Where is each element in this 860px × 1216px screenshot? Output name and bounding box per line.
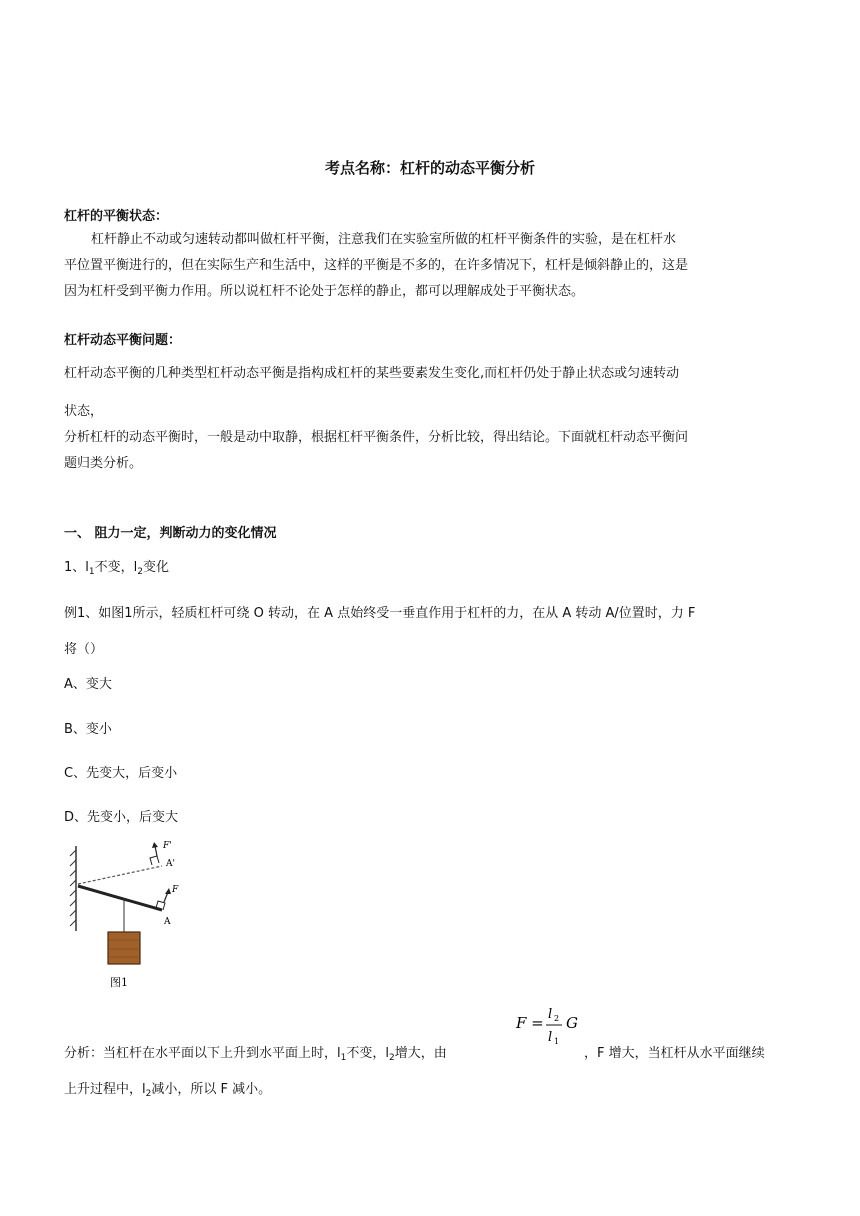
svg-text:1: 1 — [554, 1037, 560, 1046]
right-angle-mark — [150, 856, 159, 865]
paragraph-line: 平位置平衡进行的，但在实际生产和生活中，这样的平衡是不多的，在许多情况下，杠杆是倾斜静止的，这是 — [64, 258, 689, 273]
example-question: 例1、如图1所示，轻质杠杆可绕 O 转动，在 A 点始终受一垂直作用于杠杆的力，在从 A 转动 A/位置时，力 F — [64, 606, 696, 621]
weight-block — [108, 932, 140, 964]
force-arrow-f-prime — [155, 846, 157, 856]
analysis-line: 分析：当杠杆在水平面以下上升到水平面上时，$l_1$不变，$l_2$增大，由 — [64, 1046, 447, 1063]
paragraph-line: 因为杠杆受到平衡力作用。所以说杠杆不论处于怎样的静止，都可以理解成处于平衡状态。 — [64, 284, 585, 299]
figure-caption: 图1 — [110, 976, 128, 989]
option-d: D、先变小，后变大 — [64, 810, 179, 825]
section-heading-balance: 杠杆的平衡状态： — [64, 209, 169, 224]
label-a-prime: A' — [166, 859, 175, 869]
page-title: 考点名称：杠杆的动态平衡分析 — [324, 159, 535, 177]
lever-figure — [64, 836, 194, 996]
lever — [78, 886, 162, 910]
lever-dashed-position — [78, 866, 162, 884]
part-heading: 一、 阻力一定，判断动力的变化情况 — [64, 526, 277, 541]
wall-hatch — [70, 850, 76, 926]
svg-text:2: 2 — [554, 1014, 560, 1023]
formula-image — [514, 1000, 594, 1052]
svg-text:G: G — [566, 1014, 578, 1032]
option-c: C、先变大，后变小 — [64, 766, 178, 781]
paragraph-line: 题归类分析。 — [64, 456, 143, 471]
svg-text:l: l — [548, 1030, 553, 1045]
paragraph-line: 杠杆静止不动或匀速转动都叫做杠杆平衡，注意我们在实验室所做的杠杆平衡条件的实验，是在杠杆水 — [91, 232, 677, 247]
option-b: B、变小 — [64, 722, 112, 737]
example-question: 将（） — [64, 642, 104, 657]
paragraph-line: 状态， — [64, 404, 104, 419]
svg-text:l: l — [548, 1007, 553, 1022]
paragraph-line: 分析杠杆的动态平衡时，一般是动中取静，根据杠杆平衡条件，分析比较，得出结论。下面就杠杆动态平衡问 — [64, 430, 689, 445]
analysis-line: ，F 增大，当杠杆从水平面继续 — [584, 1046, 765, 1061]
svg-text:F =: F = — [516, 1014, 544, 1032]
option-a: A、变大 — [64, 677, 112, 692]
paragraph-line: 杠杆动态平衡的几种类型杠杆动态平衡是指构成杠杆的某些要素发生变化,而杠杆仍处于静止状态或匀速转动 — [64, 366, 680, 381]
case-title: 1、$l_1$不变，$l_2$变化 — [64, 560, 169, 577]
label-a: A — [164, 917, 171, 927]
section-heading-dynamic: 杠杆动态平衡问题： — [64, 333, 182, 348]
analysis-line: 上升过程中，$l_2$减小，所以 F 减小。 — [64, 1082, 272, 1099]
label-f-prime: F' — [163, 841, 172, 851]
label-f: F — [172, 885, 179, 895]
